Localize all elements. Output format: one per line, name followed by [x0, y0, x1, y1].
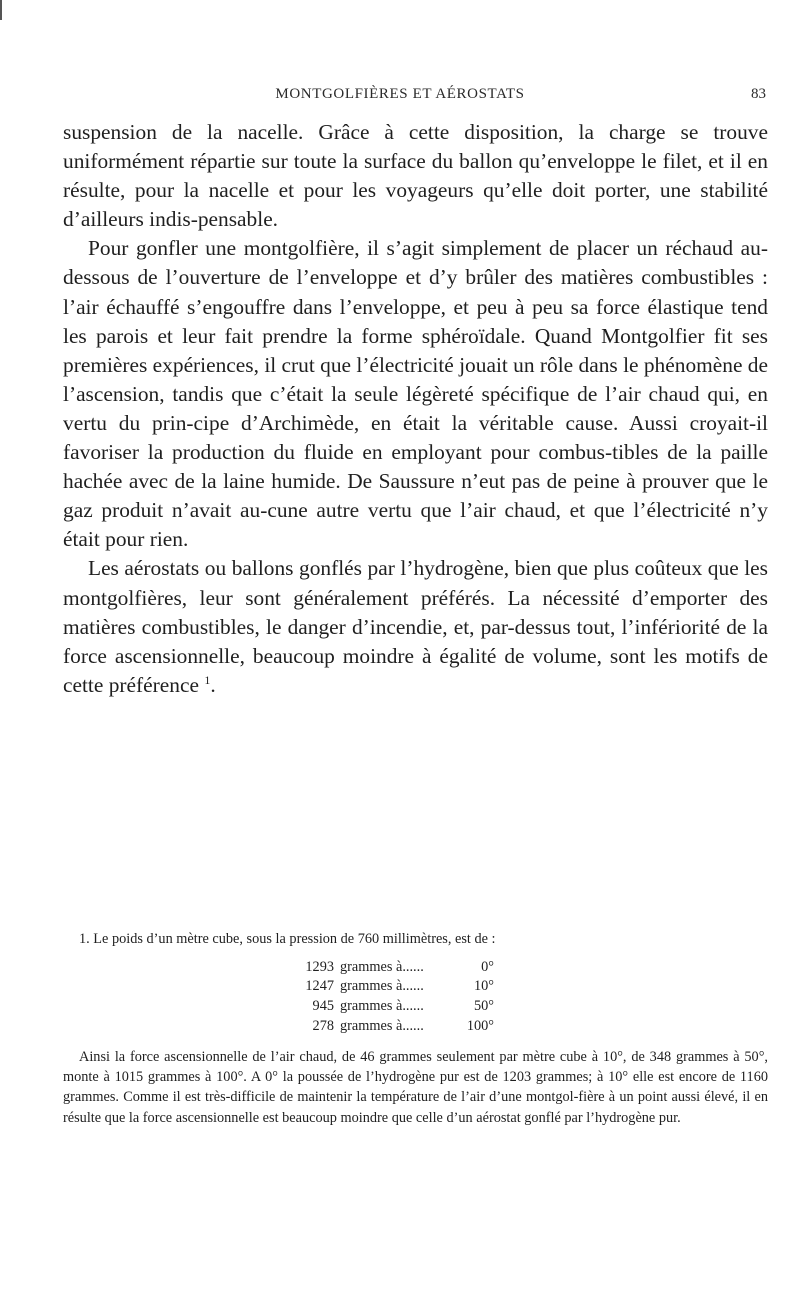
temperature-value: 50° [473, 998, 494, 1015]
paragraph-3 [63, 554, 768, 699]
paragraph-3-text: Les aérostats ou ballons gonflés par l’hydrogène, bien que plus coûteux que les montgolfières, leur sont généralement préférés. La nécessité d’emporter des matières combustibles, le danger d’incendie, et, par-dessus tout, l’infériorité de la force ascensionnelle, beaucoup moindre à égalité de volume, sont les motifs de cette préférence [63, 556, 768, 697]
paragraph-3-end: . [210, 672, 216, 697]
grams-value: 278 [312, 1017, 334, 1034]
grams-value: 1247 [305, 978, 334, 995]
grams-unit: grammes à...... [340, 998, 424, 1015]
footnote-intro: 1. Le poids d’un mètre cube, sous la pression de 760 millimètres, est de : [79, 931, 496, 947]
paragraph-1: suspension de la nacelle. Grâce à cette disposition, la charge se trouve uniformément répartie sur toute la surface du ballon qu’enveloppe le filet, et il en résulte, pour la nacelle et pour les voyageurs qu’elle doit porter, une stabilité d’ailleurs indis-pensable. [63, 120, 768, 232]
grams-unit: grammes à...... [340, 978, 424, 995]
table-row [294, 977, 494, 997]
table-row [294, 958, 494, 978]
grams-unit: grammes à...... [340, 958, 424, 975]
footnote [63, 930, 768, 1128]
page-edge-mark [0, 0, 2, 20]
page-number: 83 [751, 86, 766, 102]
footnote-paragraph: Ainsi la force ascensionnelle de l’air chaud, de 46 grammes seulement par mètre cube à 10°, de 348 grammes à 50°, monte à 1015 grammes à 100°. A 0° la poussée de l’hydrogène pur est de 1203 grammes; à 10° elle est encore de 1160 grammes. Comme il est très-difficile de maintenir la température de l’air d’une montgol-fière à un point aussi élevé, il en résulte que la force ascensionnelle est beaucoup moindre que celle d’un aérostat gonflé par l’hydrogène pur. [63, 1048, 768, 1126]
grams-value: 945 [312, 998, 334, 1015]
table-row [294, 1017, 494, 1037]
page-header [0, 86, 800, 106]
grams-value: 1293 [305, 958, 334, 975]
main-text [63, 118, 768, 700]
temperature-value: 0° [481, 958, 494, 975]
temperature-value: 10° [473, 978, 494, 995]
running-title: MONTGOLFIÈRES ET AÉROSTATS [275, 86, 525, 102]
paragraph-2: Pour gonfler une montgolfière, il s’agit simplement de placer un réchaud au-dessous de l’ouverture de l’enveloppe et d’y brûler des matières combustibles : l’air échauffé s’engouffre dans l’enveloppe, et peu à peu sa force élastique tend les parois et leur fait prendre la forme sphéroïdale. Quand Montgolfier fit ses premières expériences, il crut que l’électricité jouait un rôle dans le phénomène de l’ascension, tandis que c’était la seule légèreté spécifique de l’air chaud qui, en vertu du prin-cipe d’Archimède, en était la véritable cause. Aussi croyait-il favoriser la production du fluide en employant pour combus-tibles de la paille hachée avec de la laine humide. De Saussure n’eut pas de peine à prouver que le gaz produit n’avait au-cune autre vertu que l’air chaud, et que l’électricité n’y était pour rien. [63, 236, 768, 552]
footnote-reference: 1 [204, 672, 211, 687]
temperature-value: 100° [466, 1017, 494, 1034]
density-table [294, 958, 494, 1037]
table-row [294, 997, 494, 1017]
grams-unit: grammes à...... [340, 1017, 424, 1034]
